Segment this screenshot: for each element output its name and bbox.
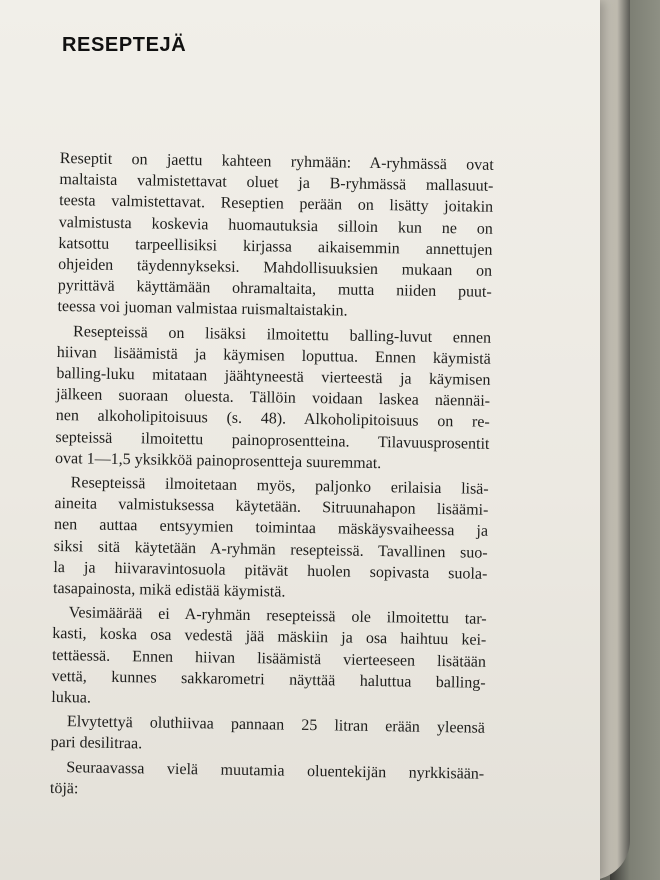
- text-line: aineita valmistuksessa käytetään. Sitruunahapon lisäämi-: [54, 495, 489, 520]
- text-line: pari desilitraa.: [50, 734, 143, 753]
- text-line: Vesimäärää ei A-ryhmän resepteissä ole ilmoitettu tar-: [68, 604, 487, 629]
- text-line: kasti, koska osa vedestä jää mäskiin ja osa haihtuu kei-: [52, 625, 487, 650]
- paragraph: [50, 757, 485, 806]
- text-line: siksi sitä käytetään A-ryhmän resepteissä. Tavallinen suo-: [53, 537, 488, 562]
- text-line: katsottu tarpeellisiksi kirjassa aikaisemmin annettujen: [58, 234, 493, 259]
- paragraph: [51, 602, 487, 715]
- text-line: balling-luku mitataan jäähtyneestä vierteestä ja käymisen: [56, 365, 491, 389]
- text-line: septeissä ilmoitettu painoprosentteina. Tilavuusprosentit: [55, 428, 490, 453]
- text-line: nen alkoholipitoisuus (s. 48). Alkoholipitoisuus on re-: [55, 407, 490, 432]
- paragraph: [55, 321, 491, 476]
- text-line: maltaista valmistettavat oluet ja B-ryhmässä mallasuut-: [59, 171, 494, 196]
- page-heading: RESEPTEJÄ: [62, 34, 187, 56]
- text-line: nen auttaa entsyymien toimintaa mäskäysvaiheessa ja: [53, 516, 489, 541]
- text-line: valmistusta koskevia huomautuksia silloin kun ne on: [58, 213, 493, 238]
- text-line: teesta valmistettavat. Reseptien perään on lisätty joitakin: [59, 192, 494, 217]
- text-line: Resepteissä ilmoitetaan myös, paljonko erilaisia lisä-: [70, 474, 489, 498]
- text-line: pyrittävä käyttämään ohramaltaita, mutta niiden puut-: [57, 277, 492, 302]
- text-line: la ja hiivaravintosuola pitävät huolen sopivasta suola-: [53, 558, 488, 583]
- text-line: tettäessä. Ennen hiivan lisäämistä vierteeseen lisätään: [51, 646, 487, 671]
- text-line: hiivan lisäämistä ja käymisen loputtua. Ennen käymistä: [56, 343, 491, 368]
- text-line: tasapainosta, mikä edistää käymistä.: [52, 580, 286, 601]
- text-line: Elvytettyä oluthiivaa pannaan 25 litran erään yleensä: [66, 713, 486, 738]
- text-line: vettä, kunnes sakkarometri näyttää haluttua balling-: [51, 667, 486, 692]
- text-line: töjä:: [49, 779, 79, 798]
- text-line: Resepteissä on lisäksi ilmoitettu balling-luvut ennen: [72, 322, 492, 347]
- body-text: [50, 148, 494, 806]
- paragraph: [50, 711, 485, 760]
- text-line: Reseptit on jaettu kahteen ryhmään: A-ryhmässä ovat: [59, 149, 494, 174]
- paragraph: [53, 472, 489, 606]
- paragraph: [57, 148, 494, 324]
- text-line: jälkeen suoraan oluesta. Tällöin voidaan laskea näennäi-: [55, 386, 491, 411]
- text-line: teessa voi juoman valmistaa ruismaltaistakin.: [57, 298, 348, 320]
- text-line: ohjeiden täydennykseksi. Mahdollisuuksien mukaan on: [58, 256, 493, 280]
- text-line: Seuraavassa vielä muutamia oluentekijän nyrkkisään-: [66, 758, 485, 783]
- text-line: lukua.: [51, 689, 92, 707]
- text-line: ovat 1—1,5 yksikköä painoprosentteja suuremmat.: [54, 449, 382, 472]
